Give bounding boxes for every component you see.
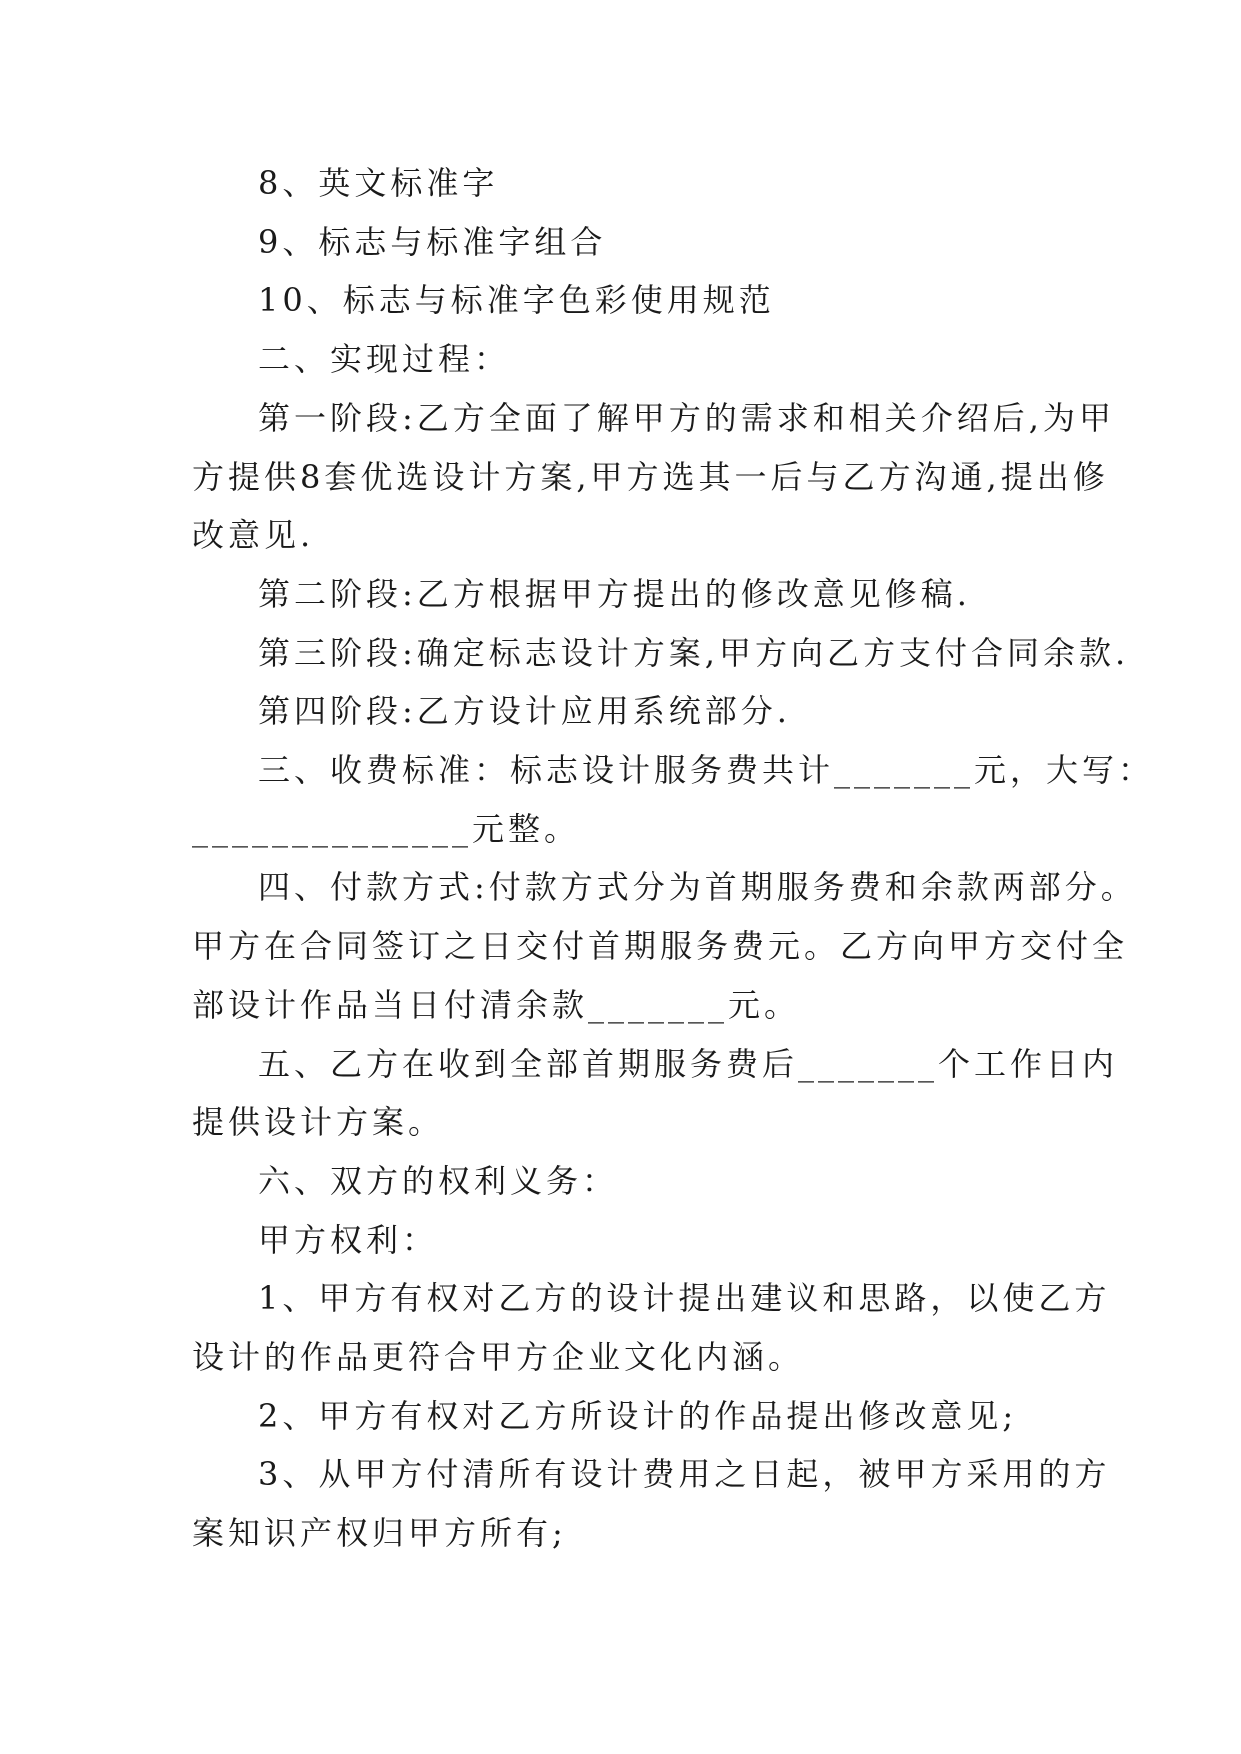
text-line: 四、付款方式:付款方式分为首期服务费和余款两部分。 — [258, 868, 1137, 907]
paragraph-item-10 — [192, 271, 1072, 330]
text-line: 第二阶段:乙方根据甲方提出的修改意见修稿. — [258, 574, 971, 613]
text-line: 设计的作品更符合甲方企业文化内涵。 — [192, 1338, 805, 1377]
paragraph-payment-method — [192, 858, 1137, 1034]
text-line: 五、乙方在收到全部首期服务费后_______个工作日内 — [258, 1044, 1119, 1083]
text-line: 三、收费标准：标志设计服务费共计_______元，大写： — [258, 751, 1155, 790]
text-line: 9、标志与标准字组合 — [258, 222, 607, 261]
paragraph-right-2 — [192, 1387, 1072, 1446]
paragraph-stage-1 — [192, 389, 1115, 565]
section-heading-process — [192, 330, 1072, 389]
paragraph-right-1 — [192, 1269, 1111, 1386]
text-line: 第一阶段:乙方全面了解甲方的需求和相关介绍后,为甲 — [258, 398, 1115, 437]
text-line: 六、双方的权利义务： — [258, 1161, 619, 1200]
text-line: 部设计作品当日付清余款_______元。 — [192, 985, 801, 1024]
text-line: 甲方在合同签订之日交付首期服务费元。乙方向甲方交付全 — [192, 927, 1129, 966]
paragraph-stage-2 — [192, 565, 1072, 624]
text-line: 8、英文标准字 — [258, 164, 499, 202]
text-line: 2、甲方有权对乙方所设计的作品提出修改意见; — [258, 1396, 1018, 1435]
paragraph-delivery — [192, 1035, 1119, 1152]
document-body — [192, 154, 1155, 1563]
paragraph-stage-3 — [192, 624, 1130, 683]
text-line: 第三阶段:确定标志设计方案,甲方向乙方支付合同余款. — [258, 633, 1130, 672]
text-line: ______________元整。 — [192, 809, 581, 848]
paragraph-item-8 — [192, 154, 1072, 213]
text-line: 第四阶段:乙方设计应用系统部分. — [258, 692, 791, 731]
text-line: 提供设计方案。 — [192, 1103, 445, 1142]
paragraph-item-9 — [192, 213, 1072, 272]
section-heading-rights — [192, 1152, 1072, 1211]
text-line: 10、标志与标准字色彩使用规范 — [258, 281, 775, 320]
text-line: 3、从甲方付清所有设计费用之日起，被甲方采用的方 — [258, 1455, 1111, 1494]
text-line: 改意见. — [192, 516, 315, 555]
text-line: 方提供8套优选设计方案,甲方选其一后与乙方沟通,提出修 — [192, 457, 1109, 496]
paragraph-fee-standard — [192, 741, 1155, 858]
text-line: 1、甲方有权对乙方的设计提出建议和思路，以使乙方 — [258, 1279, 1111, 1318]
text-line: 甲方权利： — [258, 1220, 439, 1259]
subheading-party-a-rights — [192, 1211, 1072, 1270]
text-line: 案知识产权归甲方所有; — [192, 1514, 567, 1553]
paragraph-right-3 — [192, 1445, 1111, 1562]
paragraph-stage-4 — [192, 682, 1072, 741]
text-line: 二、实现过程： — [258, 340, 511, 379]
